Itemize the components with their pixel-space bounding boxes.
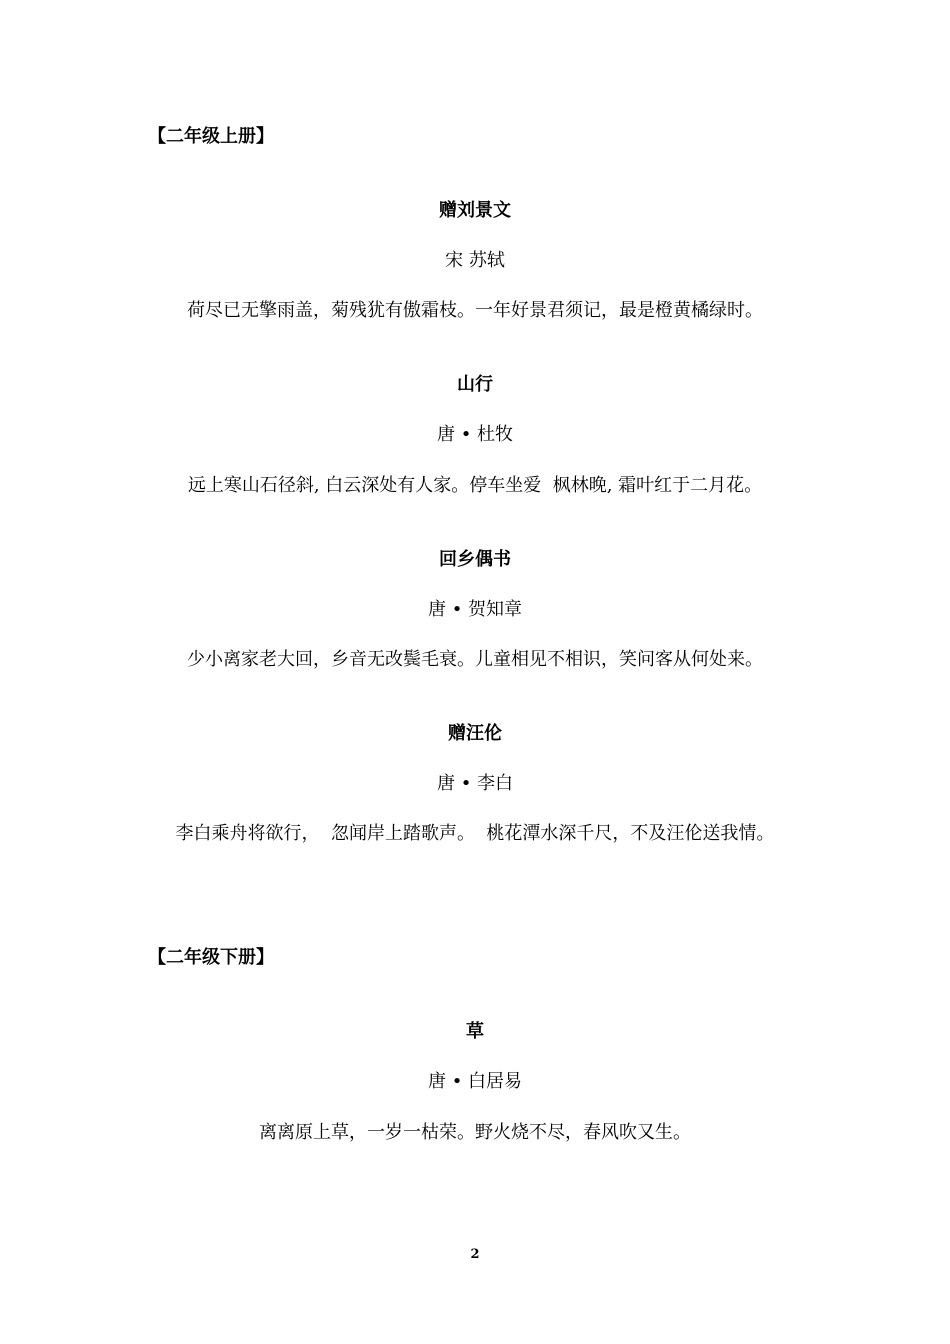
section-heading-grade2-vol1: 【二年级上册】 (148, 126, 274, 147)
section-heading-grade2-vol2: 【二年级下册】 (148, 947, 274, 968)
poem-author: 唐 • 李白 (436, 773, 514, 794)
poem-author: 宋 苏轼 (445, 250, 505, 271)
poem-title: 赠汪伦 (448, 723, 502, 744)
poem-title: 赠刘景文 (439, 200, 511, 221)
poem-author: 唐 • 贺知章 (427, 599, 523, 620)
page-number: 2 (470, 1247, 480, 1262)
poem-text: 荷尽已无擎雨盖，菊残犹有傲霜枝。一年好景君须记，最是橙黄橘绿时。 (187, 300, 763, 321)
poem-title: 回乡偶书 (439, 549, 511, 570)
poem-title: 草 (466, 1021, 484, 1042)
poem-text: 少小离家老大回，乡音无改鬓毛衰。儿童相见不相识，笑问客从何处来。 (187, 649, 763, 670)
poem-author: 唐 • 杜牧 (436, 424, 514, 445)
poem-text: 远上寒山石径斜, 白云深处有人家。停车坐爱 枫林晚, 霜叶红于二月花。 (187, 475, 763, 496)
poem-title: 山行 (457, 374, 493, 395)
poem-text: 离离原上草，一岁一枯荣。野火烧不尽，春风吹又生。 (259, 1122, 691, 1143)
poem-author: 唐 • 白居易 (427, 1071, 523, 1092)
poem-text: 李白乘舟将欲行， 忽闻岸上踏歌声。 桃花潭水深千尺，不及汪伦送我情。 (175, 823, 775, 844)
